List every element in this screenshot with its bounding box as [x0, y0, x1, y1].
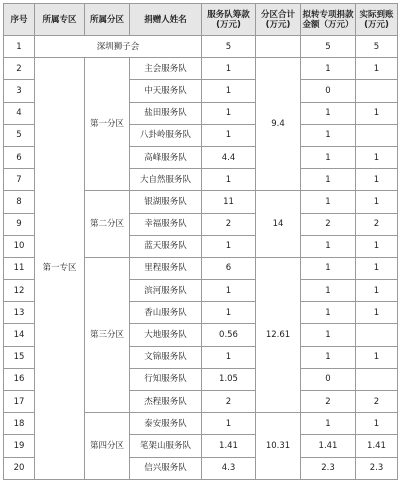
cell-raised: 1	[202, 58, 256, 80]
cell-received: 5	[356, 36, 398, 58]
cell-allocated: 5	[301, 36, 356, 58]
cell-index: 14	[4, 324, 35, 346]
cell-index: 13	[4, 302, 35, 324]
header-index: 序号	[4, 4, 35, 36]
cell-index: 4	[4, 102, 35, 124]
cell-donor: 杰程服务队	[130, 391, 202, 413]
header-donor: 捐赠人姓名	[130, 4, 202, 36]
table-body	[4, 36, 398, 480]
cell-received: 1	[356, 58, 398, 80]
cell-received: 1	[356, 280, 398, 302]
cell-donor: 幸福服务队	[130, 213, 202, 235]
cell-received: 2	[356, 391, 398, 413]
cell-index: 5	[4, 124, 35, 146]
cell-allocated: 1	[301, 58, 356, 80]
cell-index: 18	[4, 413, 35, 435]
cell-received: 1	[356, 169, 398, 191]
cell-raised: 1	[202, 413, 256, 435]
header-raised	[202, 4, 256, 36]
cell-received: 1	[356, 102, 398, 124]
cell-allocated: 2	[301, 391, 356, 413]
cell-allocated: 1	[301, 124, 356, 146]
cell-donor: 里程服务队	[130, 257, 202, 279]
cell-received	[356, 80, 398, 102]
donation-table	[3, 3, 398, 480]
cell-received: 2.3	[356, 457, 398, 479]
cell-index: 15	[4, 346, 35, 368]
cell-raised: 1	[202, 346, 256, 368]
cell-index: 9	[4, 213, 35, 235]
cell-raised: 1	[202, 235, 256, 257]
cell-donor: 深圳狮子会	[35, 36, 202, 58]
cell-region: 第一专区	[35, 58, 85, 480]
header-allocated	[301, 4, 356, 36]
cell-zone-2-total: 14	[256, 191, 301, 258]
cell-received: 2	[356, 213, 398, 235]
header-zone-total-line2: (万元)	[265, 19, 291, 30]
cell-zone-4: 第四分区	[85, 413, 130, 480]
cell-allocated: 2.3	[301, 457, 356, 479]
cell-donor: 中天服务队	[130, 80, 202, 102]
cell-raised: 11	[202, 191, 256, 213]
cell-raised: 5	[202, 36, 256, 58]
cell-allocated: 1	[301, 280, 356, 302]
cell-allocated: 1	[301, 191, 356, 213]
cell-received: 1	[356, 191, 398, 213]
cell-zone-1-total: 9.4	[256, 58, 301, 191]
cell-allocated: 1	[301, 257, 356, 279]
cell-donor: 盐田服务队	[130, 102, 202, 124]
header-received-line1: 实际到账	[359, 9, 394, 20]
cell-allocated: 1	[301, 169, 356, 191]
table-row	[4, 58, 398, 80]
cell-received: 1	[356, 346, 398, 368]
cell-allocated: 1	[301, 324, 356, 346]
cell-zone-3-total: 12.61	[256, 257, 301, 412]
cell-donor: 笔架山服务队	[130, 435, 202, 457]
cell-received	[356, 324, 398, 346]
cell-allocated: 1.41	[301, 435, 356, 457]
cell-index: 3	[4, 80, 35, 102]
cell-received: 1	[356, 146, 398, 168]
cell-donor: 行知服务队	[130, 368, 202, 390]
cell-index: 11	[4, 257, 35, 279]
header-raised-line2: (万元)	[216, 19, 241, 30]
cell-raised: 1	[202, 80, 256, 102]
cell-received: 1	[356, 235, 398, 257]
cell-allocated: 1	[301, 346, 356, 368]
table-header	[4, 4, 398, 36]
cell-raised: 2	[202, 213, 256, 235]
header-allocated-line1: 拟转专项捐款	[302, 9, 354, 20]
table-row	[4, 36, 398, 58]
cell-donor: 文锦服务队	[130, 346, 202, 368]
cell-received	[356, 124, 398, 146]
cell-zone-4-total: 10.31	[256, 413, 301, 480]
cell-raised: 1	[202, 169, 256, 191]
cell-raised: 1.05	[202, 368, 256, 390]
cell-allocated: 2	[301, 213, 356, 235]
cell-allocated: 1	[301, 102, 356, 124]
header-region: 所属专区	[35, 4, 85, 36]
cell-raised: 2	[202, 391, 256, 413]
cell-raised: 4.4	[202, 146, 256, 168]
cell-index: 10	[4, 235, 35, 257]
cell-raised: 1	[202, 102, 256, 124]
cell-allocated: 0	[301, 80, 356, 102]
cell-index: 2	[4, 58, 35, 80]
cell-donor: 大地服务队	[130, 324, 202, 346]
cell-donor: 信兴服务队	[130, 457, 202, 479]
cell-donor: 蓝天服务队	[130, 235, 202, 257]
cell-index: 7	[4, 169, 35, 191]
cell-received: 1	[356, 413, 398, 435]
cell-received: 1	[356, 257, 398, 279]
header-zone-total-line1: 分区合计	[260, 9, 295, 20]
cell-zone-2: 第二分区	[85, 191, 130, 258]
cell-allocated: 0	[301, 368, 356, 390]
cell-raised: 0.56	[202, 324, 256, 346]
cell-allocated: 1	[301, 235, 356, 257]
cell-donor: 主会服务队	[130, 58, 202, 80]
cell-donor: 银湖服务队	[130, 191, 202, 213]
cell-donor: 高峰服务队	[130, 146, 202, 168]
cell-zone-1: 第一分区	[85, 58, 130, 191]
cell-donor: 泰安服务队	[130, 413, 202, 435]
cell-index: 1	[4, 36, 35, 58]
cell-raised: 1	[202, 124, 256, 146]
cell-index: 19	[4, 435, 35, 457]
cell-donor: 八卦岭服务队	[130, 124, 202, 146]
cell-index: 20	[4, 457, 35, 479]
cell-index: 8	[4, 191, 35, 213]
cell-allocated: 1	[301, 302, 356, 324]
cell-donor: 大自然服务队	[130, 169, 202, 191]
cell-zone-total	[256, 36, 301, 58]
header-zone-total	[256, 4, 301, 36]
cell-donor: 香山服务队	[130, 302, 202, 324]
cell-raised: 1	[202, 280, 256, 302]
cell-raised: 1.41	[202, 435, 256, 457]
cell-zone-3: 第三分区	[85, 257, 130, 412]
header-zone: 所属分区	[85, 4, 130, 36]
cell-index: 16	[4, 368, 35, 390]
cell-raised: 1	[202, 302, 256, 324]
cell-donor: 滨河服务队	[130, 280, 202, 302]
cell-index: 6	[4, 146, 35, 168]
cell-allocated: 1	[301, 413, 356, 435]
cell-index: 12	[4, 280, 35, 302]
header-allocated-line2: 金额（万元）	[302, 19, 354, 30]
cell-received	[356, 368, 398, 390]
cell-received: 1.41	[356, 435, 398, 457]
cell-allocated: 1	[301, 146, 356, 168]
cell-raised: 6	[202, 257, 256, 279]
header-received	[356, 4, 398, 36]
cell-index: 17	[4, 391, 35, 413]
header-raised-line1: 服务队筹款	[207, 9, 250, 20]
header-received-line2: (万元)	[364, 19, 389, 30]
cell-raised: 4.3	[202, 457, 256, 479]
cell-received: 1	[356, 302, 398, 324]
